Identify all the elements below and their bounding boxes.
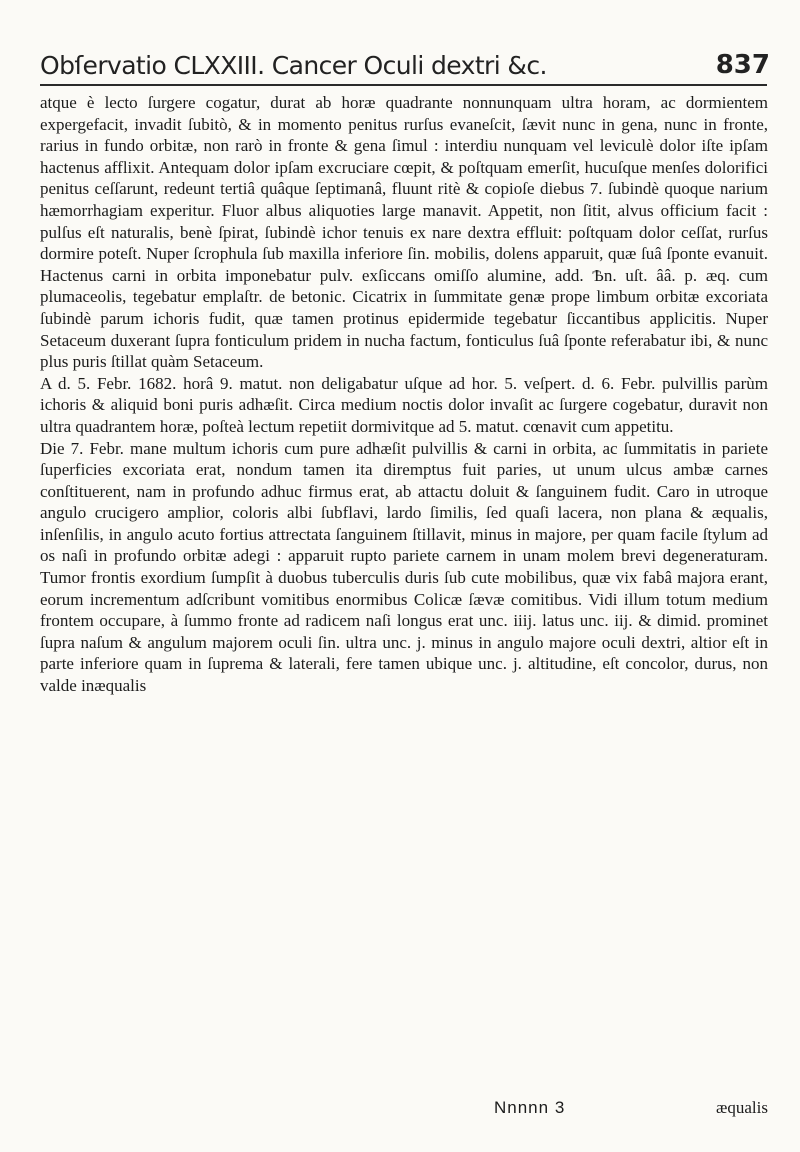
signature-mark: Nnnnn 3 — [494, 1098, 566, 1117]
paragraph: A d. 5. Febr. 1682. horâ 9. matut. non deligabatur uſque ad hor. 5. veſpert. d. 6. Febr. pulvillis parùm ichoris & aliquid boni puris adhæſit. Circa medium noctis dolor invaſit ac ſurgere cogebatur, duravit non ultra quadrantem horæ, poſteà lectum repetiit dormivitque ad 5. matut. cœnavit cum appetitu. — [40, 373, 768, 436]
page-number: 837 — [715, 50, 770, 80]
running-title: Obſervatio CLXXIII. Cancer Oculi dextri &c. — [40, 51, 547, 80]
body-text — [40, 92, 768, 697]
paragraph: atque è lecto ſurgere cogatur, durat ab horæ quadrante nonnunquam ultra horam, ac dormientem expergefacit, invadit ſubitò, & in momento penitus rurſus evaneſcit, ſævit nunc in gena, nunc in fronte, rarius in fundo orbitæ, non rarò in fronte & gena ſimul : interdiu nunquam vel leviculè dolor iſte ipſam hactenus afflixit. Antequam dolor ipſam excruciare cœpit, & poſtquam emerſit, hucuſque menſes dolorifici penitus ceſſarunt, redeunt tertiâ quâque ſeptimanâ, fluunt ritè & copioſe diebus 7. ſubindè quoque narium hæmorrhagiam experitur. Fluor albus aliquoties large manavit. Appetit, non ſitit, alvus officium facit : pulſus eſt naturalis, benè ſpirat, ſubindè ichor tenuis ex nare dextra effluit: poſtquam dolor ceſſat, rurſus dormire poteſt. Nuper ſcrophula ſub maxilla inferiore ſin. mobilis, dolens apparuit, quæ ſuâ ſponte evanuit. Hactenus carni in orbita imponebatur pulv. exſiccans omiſſo alumine, add. Ѣn. uſt. ââ. p. æq. cum plumaceolis, tegebatur emplaſtr. de betonic. Cicatrix in ſummitate genæ prope limbum orbitæ excoriata ſubindè parum ichoris fudit, quæ tamen protinus epidermide tegebatur ſiccantibus applicitis. Nuper Setaceum duxerant ſupra fonticulum pridem in nucha factum, fonticulus ſuâ ſponte referabatur ibi, & nunc plus puris ſtillat quàm Setaceum. — [40, 93, 768, 372]
header-rule — [40, 84, 767, 86]
paragraph: Die 7. Febr. mane multum ichoris cum pure adhæſit pulvillis & carni in orbita, ac ſummitatis in pariete ſuperficies excoriata erat, nondum tamen ita diremptus fuit paries, ut unum ulcus ambæ carnes conſtituerent, nam in profundo adhuc firmus erat, ab attactu doluit & ſanguinem fudit. Caro in utroque angulo crucigero amplior, coloris albi ſubflavi, lardo ſimilis, ſed quaſi lacera, non plana & æqualis, inſenſilis, in angulo acuto fortius attrectata ſanguinem ſtillavit, minus in majore, per quam facile ſtylum ad os naſi in profundo orbitæ adegi : apparuit rupto pariete carnem in unam molem brevi degeneraturam. Tumor frontis exordium ſumpſit à duobus tuberculis duris ſub cute mobilibus, quæ vix fabâ majora erant, eorum incrementum adſcribunt vomitibus enormibus Colicæ ſævæ comitibus. Vidi illum totum medium frontem occupare, à ſummo fronte ad radicem naſi longus erat unc. iiij. latus unc. iij. & dimid. prominet ſupra naſum & angulum majorem oculi ſin. ultra unc. j. minus in angulo majore oculi dextri, altior eſt in parte inferiore quam in ſuprema & laterali, fere tamen ubique unc. j. altitudine, eſt concolor, durus, non valde inæqualis — [40, 438, 768, 696]
catchword: æqualis — [716, 1098, 768, 1117]
page-header — [40, 38, 770, 80]
